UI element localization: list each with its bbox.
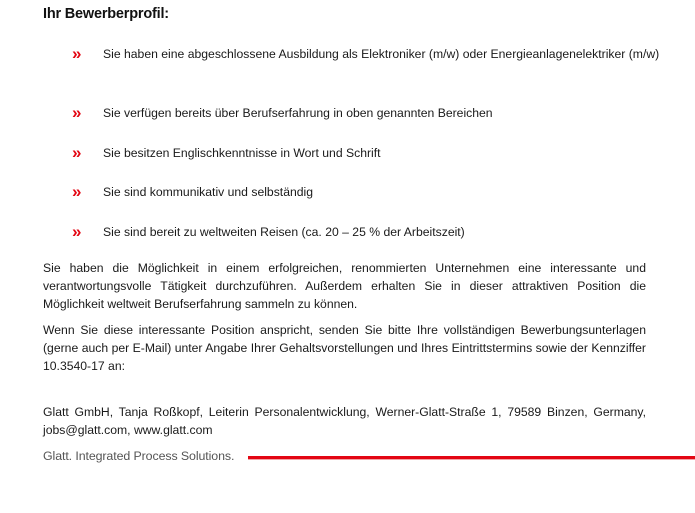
bullet-marker-icon: »	[72, 222, 82, 241]
list-item-text: Sie besitzen Englischkenntnisse in Wort und Schrift	[103, 146, 381, 160]
list-item	[72, 145, 672, 161]
list-item	[72, 184, 672, 200]
section-heading: Ihr Bewerberprofil:	[43, 6, 169, 22]
list-item	[72, 105, 672, 121]
bullet-marker-icon: »	[72, 44, 82, 63]
application-paragraph: Wenn Sie diese interessante Position anspricht, senden Sie bitte Ihre vollständigen Bewerbungsunterlagen (gerne auch per E-Mail) unter Angabe Ihrer Gehaltsvorstellungen und Ihres Eintrittstermins sowie der Kennziffer 10.3540-17 an:	[43, 323, 646, 373]
list-item-text: Sie verfügen bereits über Berufserfahrung in oben genannten Bereichen	[103, 106, 493, 120]
bullet-marker-icon: »	[72, 182, 82, 201]
list-item-text: Sie sind bereit zu weltweiten Reisen (ca. 20 – 25 % der Arbeitszeit)	[103, 225, 465, 239]
opportunity-paragraph: Sie haben die Möglichkeit in einem erfolgreichen, renommierten Unternehmen eine interessante und verantwortungsvolle Tätigkeit durchzuführen. Außerdem erhalten Sie in dieser attraktiven Position die Möglichkeit weltweit Berufserfahrung sammeln zu können.	[43, 261, 646, 311]
contact-paragraph: Glatt GmbH, Tanja Roßkopf, Leiterin Personalentwicklung, Werner-Glatt-Straße 1, 79589 Binzen, Germany, jobs@glatt.com, www.glatt.com	[43, 405, 646, 437]
bullet-marker-icon: »	[72, 143, 82, 162]
list-item	[72, 224, 672, 240]
list-item-text: Sie haben eine abgeschlossene Ausbildung als Elektroniker (m/w) oder Energieanlagenelektriker (m/w)	[103, 47, 660, 61]
list-item	[72, 46, 672, 62]
footer-accent-line-shadow	[248, 459, 695, 460]
bullet-marker-icon: »	[72, 103, 82, 122]
list-item-text: Sie sind kommunikativ und selbständig	[103, 185, 314, 199]
footer-slogan: Glatt. Integrated Process Solutions.	[43, 449, 235, 463]
